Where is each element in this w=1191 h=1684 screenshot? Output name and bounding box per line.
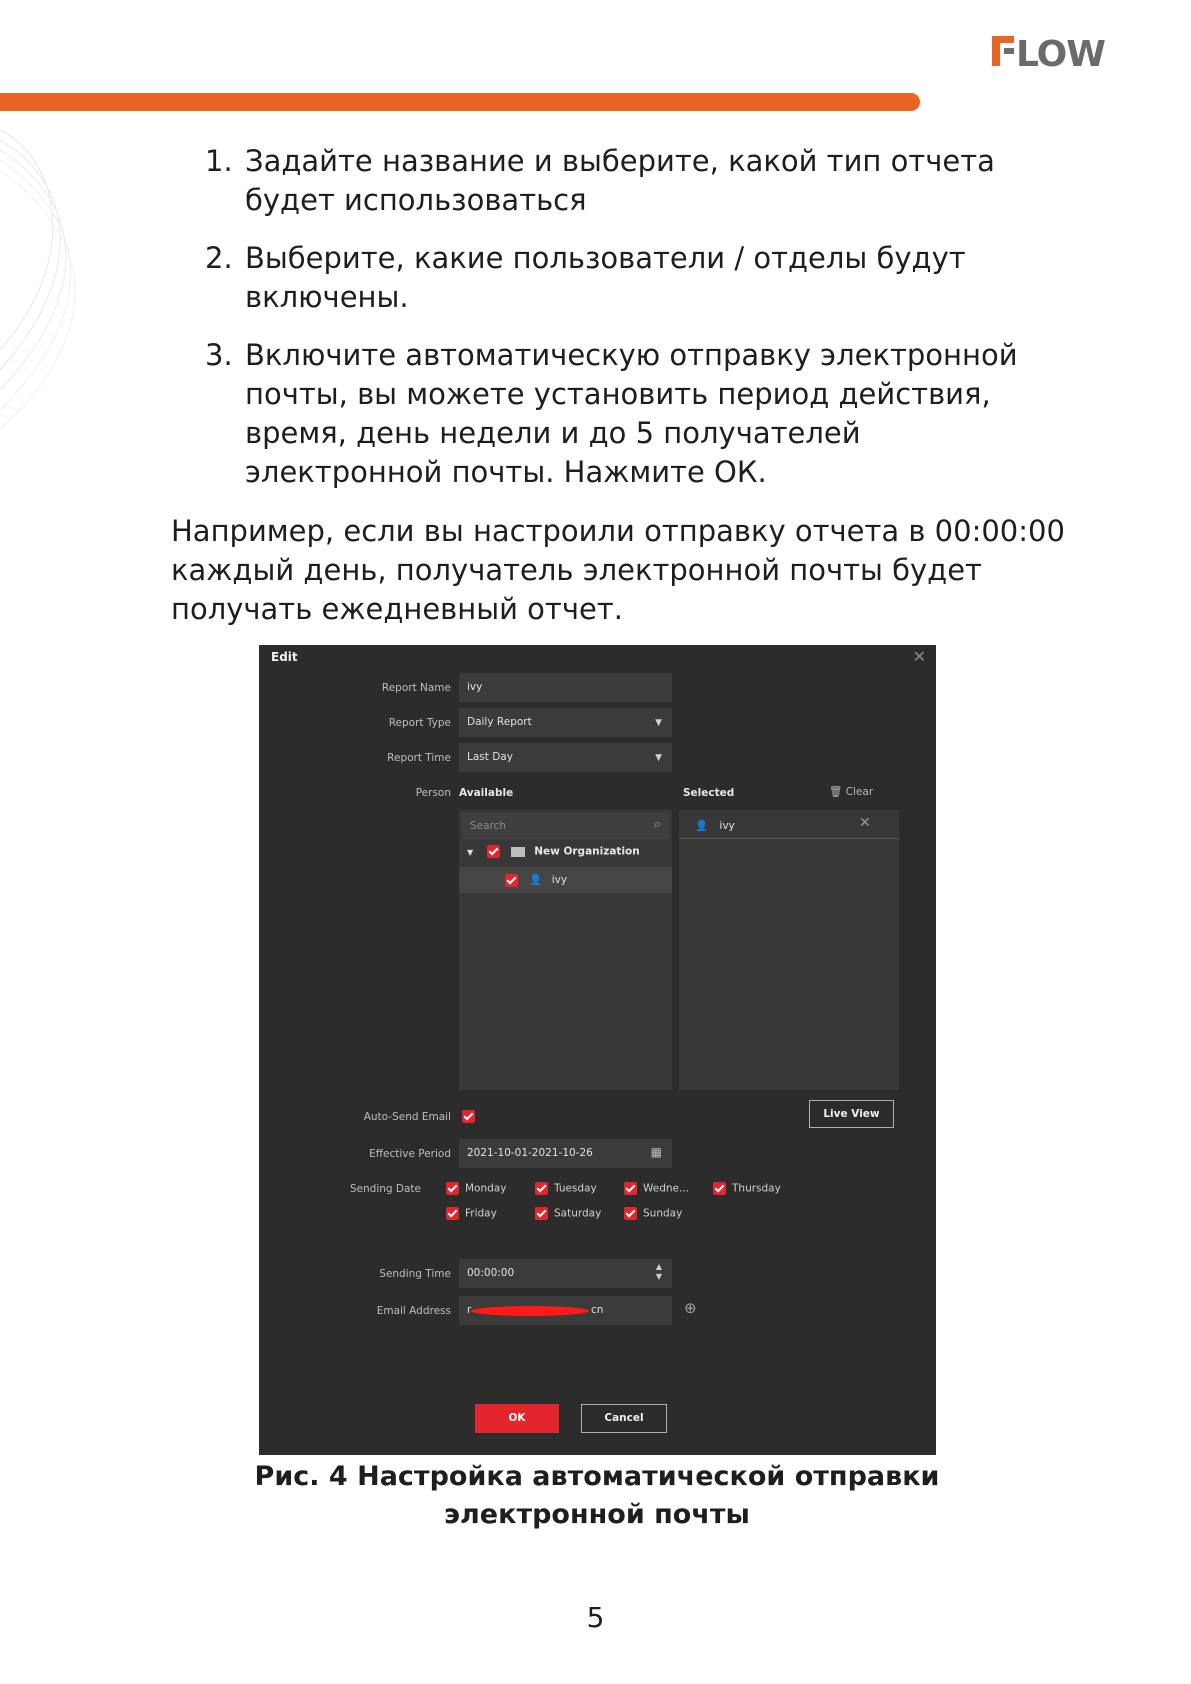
selected-panel xyxy=(679,810,899,1090)
flow-logo-graphic xyxy=(990,30,1130,74)
instruction-steps xyxy=(205,142,1065,511)
report-type-value: Daily Report xyxy=(467,716,532,728)
day-label: Monday xyxy=(465,1182,507,1195)
tree-org-row[interactable] xyxy=(467,845,640,858)
step-text: Выберите, какие пользователи / отделы будут включены. xyxy=(245,241,966,314)
day-checkbox[interactable] xyxy=(446,1207,459,1220)
header-accent-bar xyxy=(0,93,920,111)
day-checkbox[interactable] xyxy=(624,1207,637,1220)
calendar-icon: ▦ xyxy=(650,1145,662,1159)
report-type-label: Report Type xyxy=(388,717,451,729)
day-monday[interactable] xyxy=(446,1182,506,1195)
day-tuesday[interactable] xyxy=(535,1182,597,1195)
figure-caption: Рис. 4 Настройка автоматической отправки электронной почты xyxy=(254,1461,940,1530)
report-type-select[interactable] xyxy=(459,708,672,737)
available-header: Available xyxy=(459,787,514,799)
redaction-mark xyxy=(471,1306,589,1316)
person-icon: 👤 xyxy=(529,874,543,886)
effective-period-value: 2021-10-01-2021-10-26 xyxy=(467,1147,593,1159)
report-name-input[interactable]: ivy xyxy=(459,673,672,702)
add-email-icon[interactable]: ⊕ xyxy=(684,1299,697,1317)
day-saturday[interactable] xyxy=(535,1207,601,1220)
ok-button[interactable]: OK xyxy=(475,1404,559,1433)
day-sunday[interactable] xyxy=(624,1207,682,1220)
day-wednesday[interactable] xyxy=(624,1182,689,1195)
email-suffix: cn xyxy=(591,1304,604,1316)
step-item xyxy=(205,142,1065,220)
dialog-title: Edit xyxy=(271,650,298,664)
search-icon: ⌕ xyxy=(653,817,661,832)
page-number: 5 xyxy=(586,1601,605,1634)
example-paragraph: Например, если вы настроили отправку отчета в 00:00:00 каждый день, получатель электронной почты будет получать ежедневный отчет. xyxy=(171,514,1065,626)
step-number: 1. xyxy=(205,144,233,178)
folder-icon xyxy=(511,847,525,857)
cancel-button[interactable]: Cancel xyxy=(581,1404,667,1433)
selected-person-name: ivy xyxy=(719,820,735,832)
day-label: Thursday xyxy=(732,1182,781,1195)
email-address-label: Email Address xyxy=(376,1305,451,1317)
day-label: Sunday xyxy=(643,1207,683,1220)
selected-header: Selected xyxy=(683,787,735,799)
person-label: Person xyxy=(415,787,451,799)
selected-item xyxy=(695,819,735,832)
flow-logo xyxy=(990,30,1130,74)
trash-icon: 🗑 xyxy=(829,786,843,798)
live-view-button[interactable]: Live View xyxy=(809,1100,894,1128)
step-text: Задайте название и выберите, какой тип отчета будет использоваться xyxy=(245,144,995,217)
day-checkbox[interactable] xyxy=(535,1207,548,1220)
step-item xyxy=(205,239,1065,317)
sending-time-input[interactable] xyxy=(459,1259,672,1288)
report-name-label: Report Name xyxy=(381,682,451,694)
step-number: 2. xyxy=(205,241,233,275)
sending-time-label: Sending Time xyxy=(379,1268,451,1280)
edit-dialog-screenshot xyxy=(259,645,936,1455)
sending-date-label: Sending Date xyxy=(349,1183,421,1195)
day-checkbox[interactable] xyxy=(446,1182,459,1195)
expand-icon: ▼ xyxy=(467,847,474,857)
step-item xyxy=(205,336,1065,492)
day-label: Friday xyxy=(465,1207,497,1220)
step-text: Включите автоматическую отправку электронной почты, вы можете установить период действия, время, день недели и до 5 получателей электронной почты. Нажмите ОК. xyxy=(245,338,1018,489)
chevron-down-icon: ▼ xyxy=(655,718,662,728)
report-time-select[interactable] xyxy=(459,743,672,772)
org-name: New Organization xyxy=(534,845,640,858)
auto-send-checkbox[interactable] xyxy=(462,1110,475,1123)
person-icon: 👤 xyxy=(695,820,709,832)
sending-time-value: 00:00:00 xyxy=(467,1267,515,1279)
close-icon[interactable]: ✕ xyxy=(912,647,926,666)
search-placeholder: Search xyxy=(470,820,507,832)
day-checkbox[interactable] xyxy=(713,1182,726,1195)
svg-text:LOW: LOW xyxy=(1016,34,1105,74)
day-label: Wedne... xyxy=(643,1182,690,1195)
day-thursday[interactable] xyxy=(713,1182,781,1195)
report-time-value: Last Day xyxy=(467,751,513,763)
day-label: Tuesday xyxy=(554,1182,597,1195)
effective-period-input[interactable] xyxy=(459,1139,672,1168)
email-prefix: r xyxy=(467,1304,472,1316)
remove-icon[interactable]: ✕ xyxy=(859,815,871,831)
clear-label: Clear xyxy=(845,786,874,798)
clear-button[interactable] xyxy=(829,785,873,798)
day-friday[interactable] xyxy=(446,1207,497,1220)
person-checkbox[interactable] xyxy=(505,874,518,887)
org-checkbox[interactable] xyxy=(487,845,500,858)
day-label: Saturday xyxy=(554,1207,602,1220)
day-checkbox[interactable] xyxy=(535,1182,548,1195)
selected-divider xyxy=(679,838,899,839)
effective-period-label: Effective Period xyxy=(369,1148,451,1160)
day-checkbox[interactable] xyxy=(624,1182,637,1195)
chevron-down-icon: ▼ xyxy=(655,753,662,763)
step-number: 3. xyxy=(205,338,233,372)
decorative-curves xyxy=(0,120,110,440)
auto-send-label: Auto-Send Email xyxy=(363,1111,451,1123)
stepper-icon[interactable]: ▲ ▼ xyxy=(655,1262,662,1281)
tree-person-item xyxy=(505,873,567,887)
search-input[interactable] xyxy=(462,813,669,839)
person-name: ivy xyxy=(551,874,568,886)
report-time-label: Report Time xyxy=(387,752,451,764)
